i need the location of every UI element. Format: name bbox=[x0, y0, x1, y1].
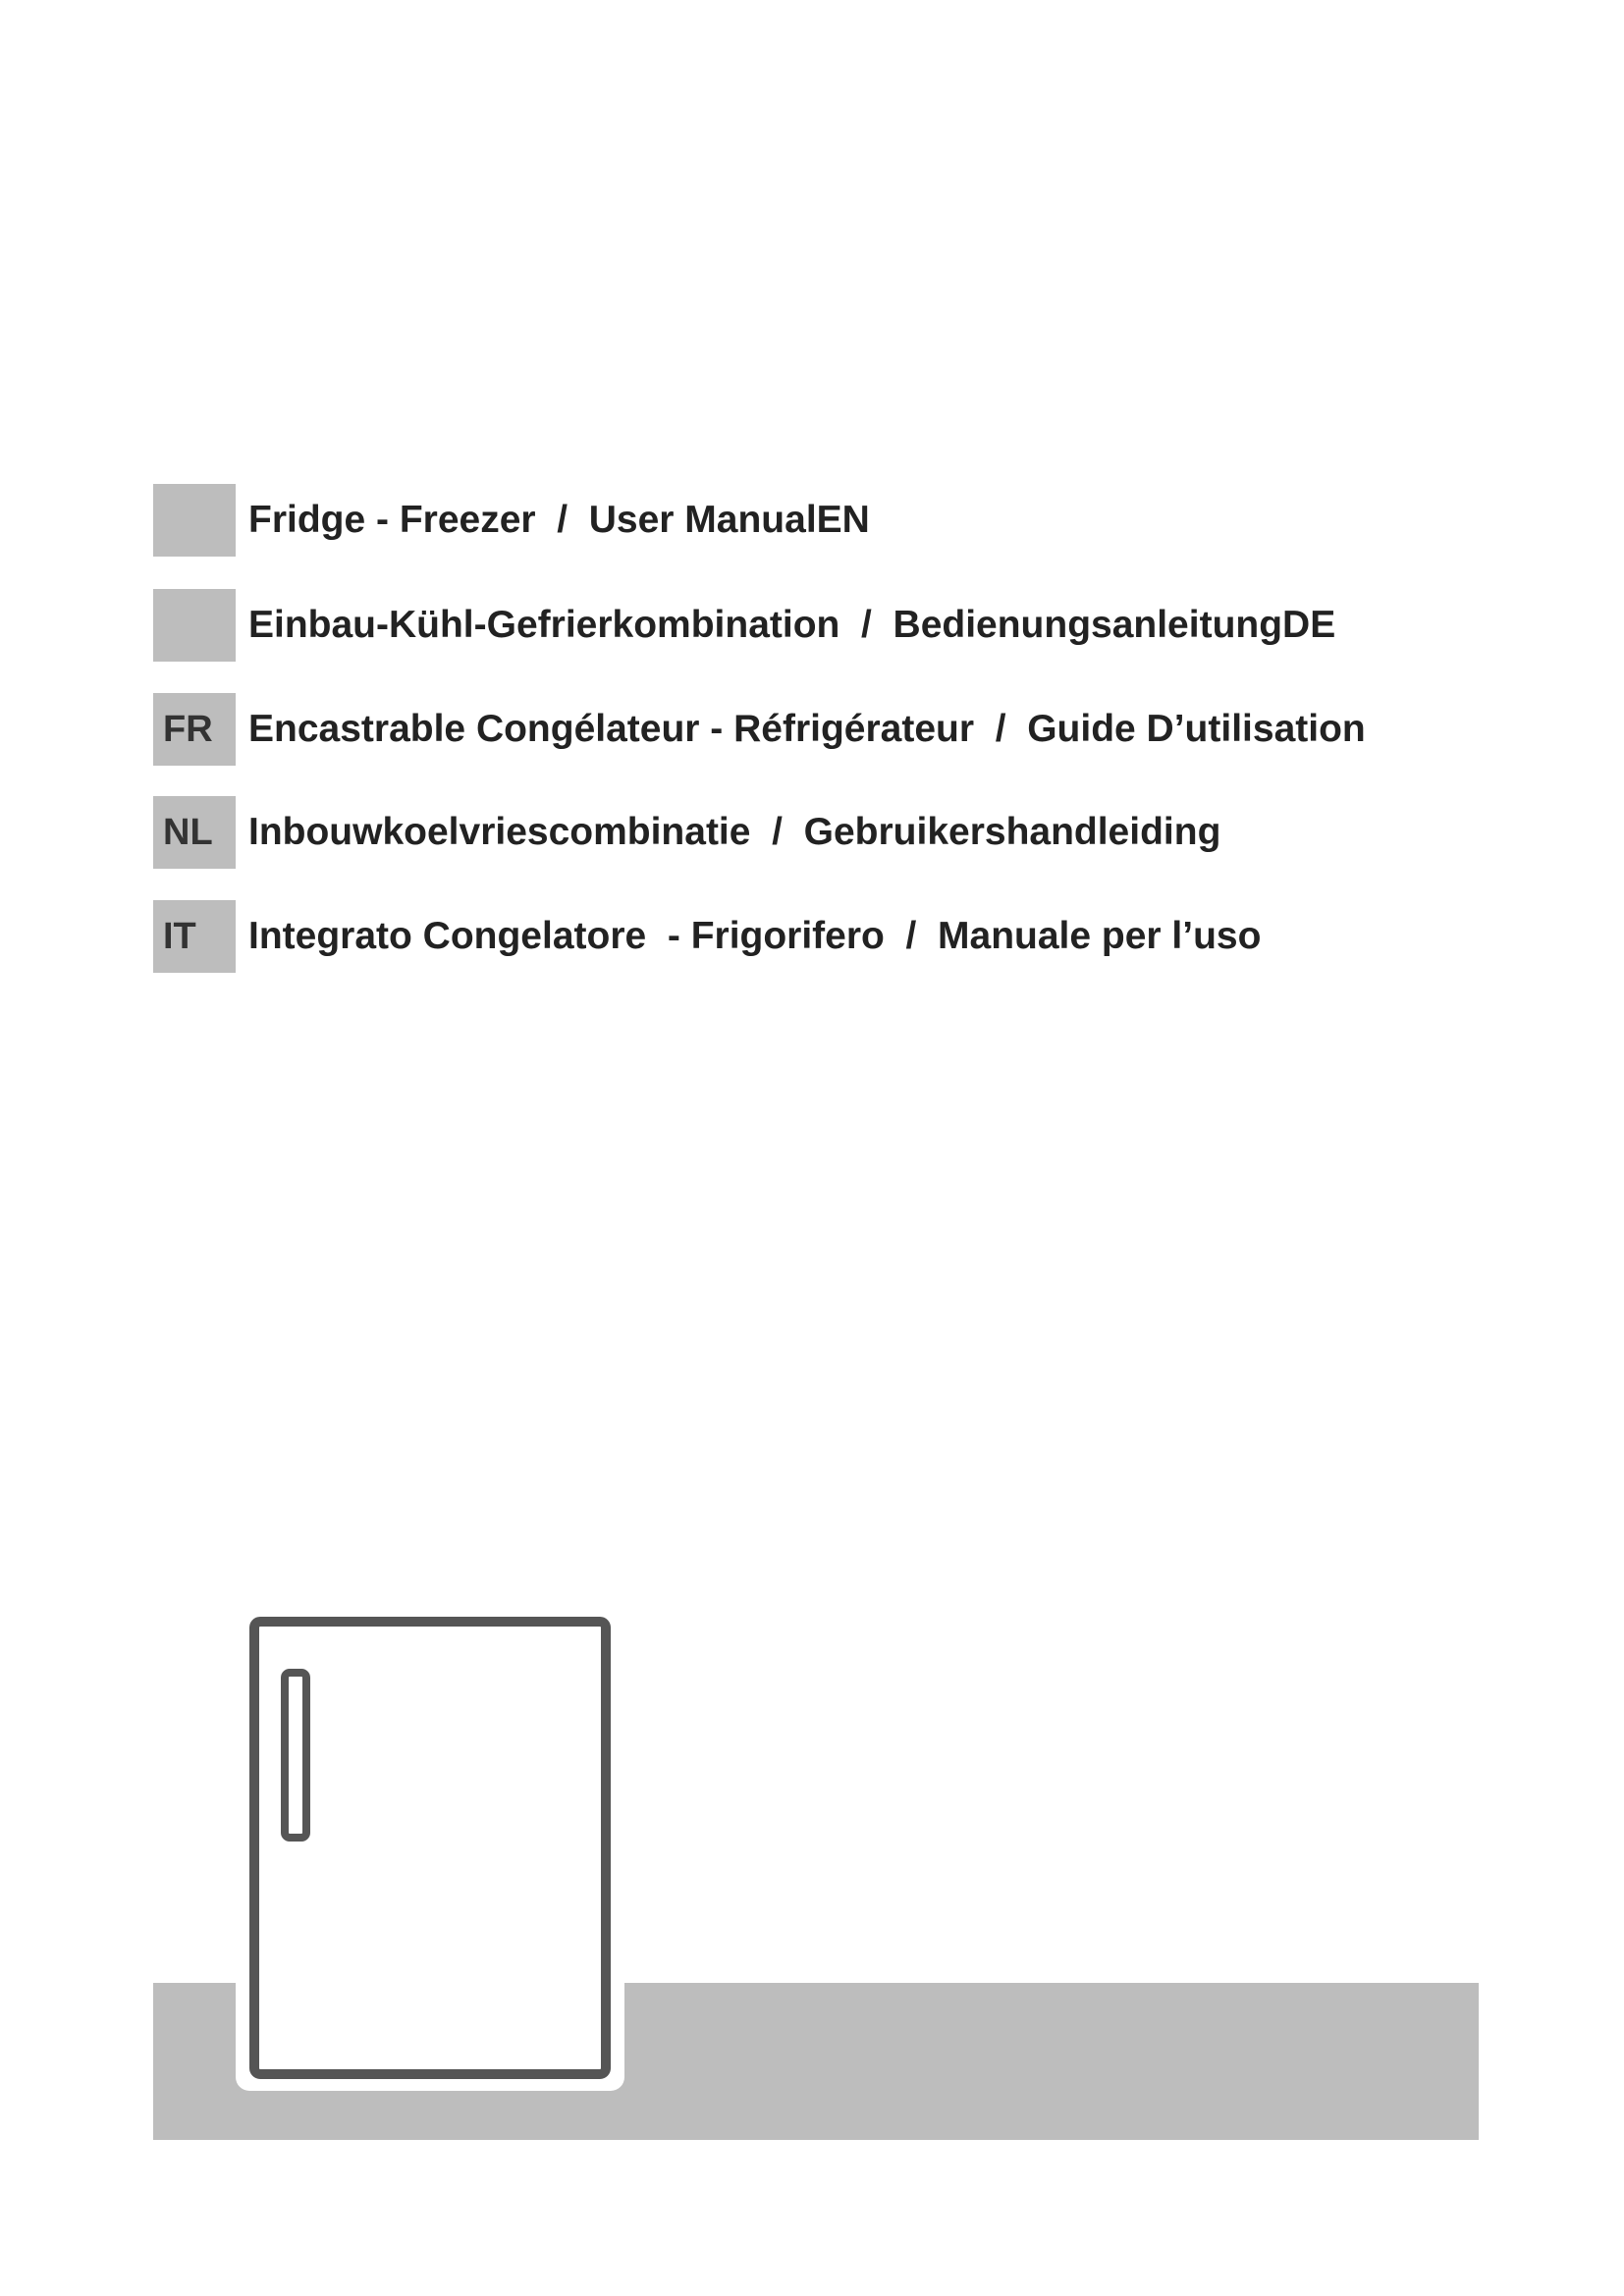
language-code-box: IT bbox=[153, 900, 236, 973]
language-title: Encastrable Congélateur - Réfrigérateur / Guide D’utilisation bbox=[248, 708, 1366, 750]
language-title: Integrato Congelatore - Frigorifero / Manuale per l’uso bbox=[248, 915, 1262, 957]
language-title: Fridge - Freezer / User ManualEN bbox=[248, 499, 870, 541]
language-code-box: FR bbox=[153, 693, 236, 766]
language-title: Inbouwkoelvriescombinatie / Gebruikershandleiding bbox=[248, 811, 1221, 853]
language-code-box: NL bbox=[153, 796, 236, 869]
language-title: Einbau-Kühl-Gefrierkombination / BedienungsanleitungDE bbox=[248, 604, 1336, 646]
